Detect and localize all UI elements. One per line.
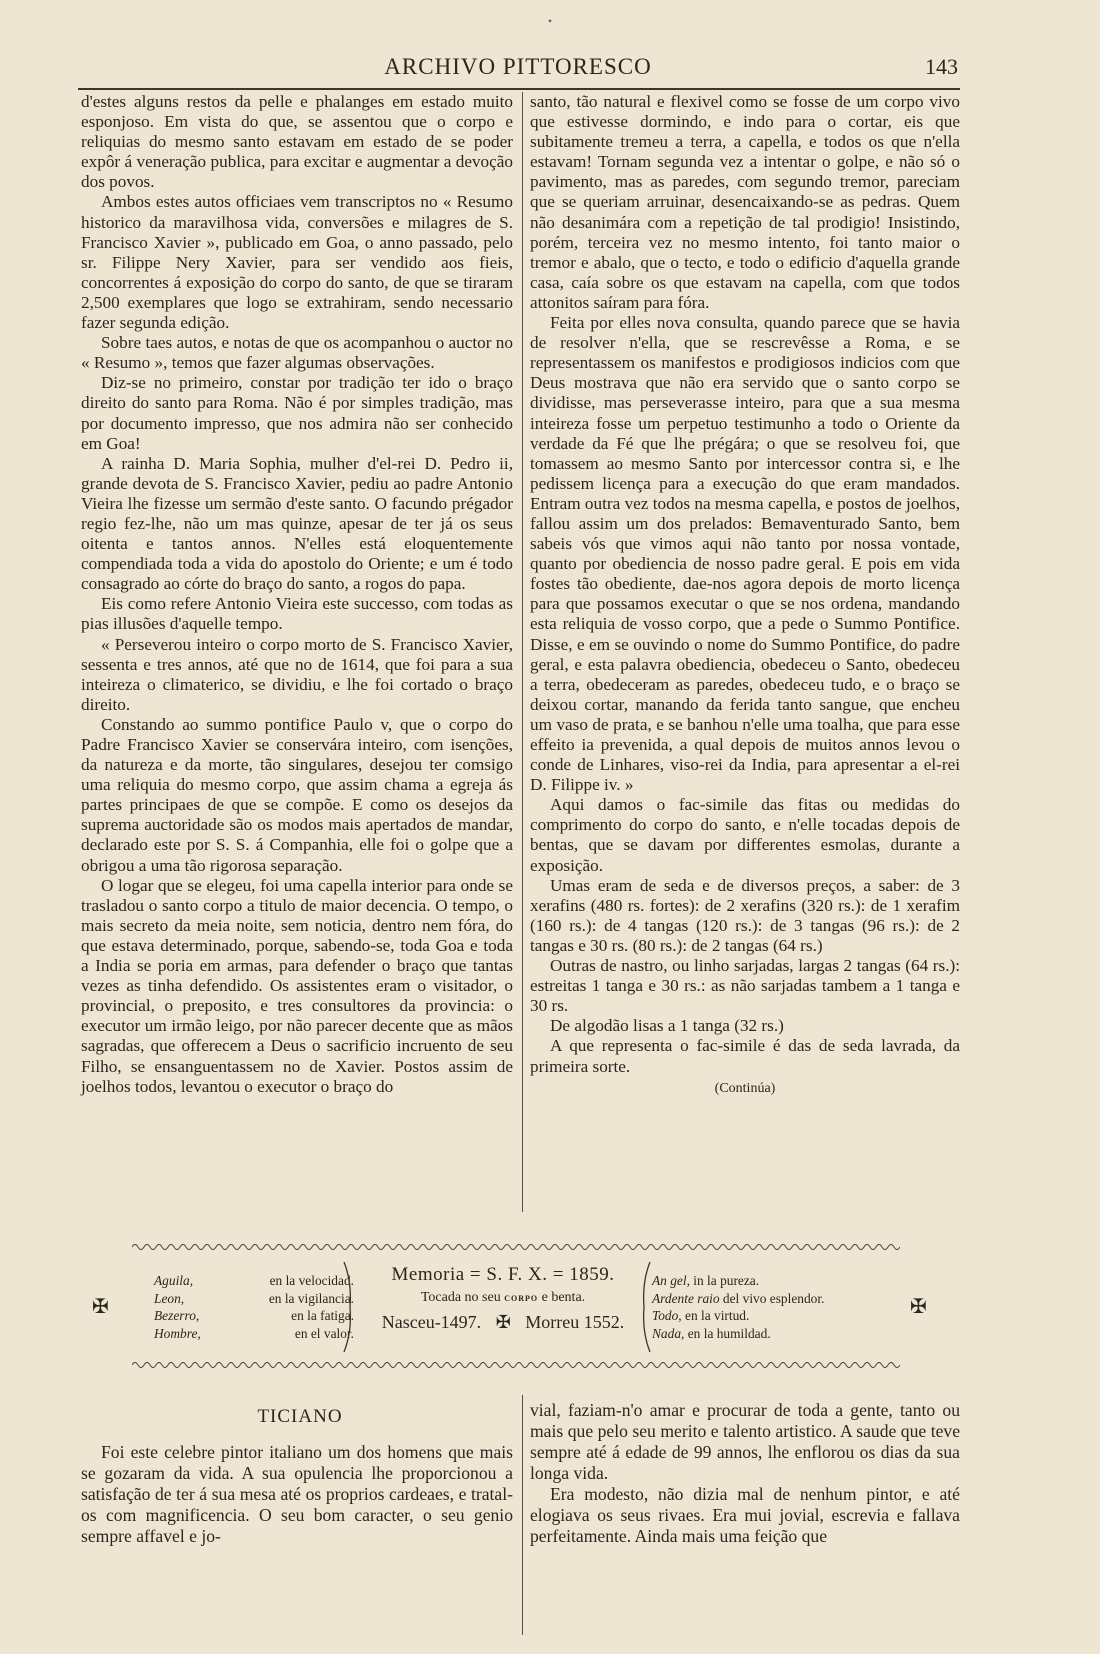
verse-line: Leon, en la vigilancia. — [154, 1290, 354, 1306]
paragraph: Outras de nastro, ou linho sarjadas, largas 2 tangas (64 rs.): estreitas 1 tanga e 30 rs.: as não sarjadas tambem a 1 tanga e 30 rs. — [530, 956, 960, 1016]
right-column — [530, 92, 960, 1099]
cross-icon: ✠ — [495, 1312, 511, 1332]
dates-line — [354, 1312, 652, 1333]
verse-line: Hombre, en el valor. — [154, 1325, 354, 1341]
top-ornament: • — [547, 14, 553, 28]
continued-note: (Continúa) — [714, 1080, 776, 1096]
memoria-line: Memoria = S. F. X. = 1859. — [391, 1264, 615, 1285]
death-year: Morreu 1552. — [525, 1312, 625, 1332]
paragraph: santo, tão natural e flexivel como se fosse de um corpo vivo que estivesse dormindo, e indo para o cortar, eis que subitamente tremeu a terra, a capella, e todos os que n'ella estavam! Tornam segunda vez a intentar o golpe, e não só o pavimento, mas as paredes, com segundo tremor, pareciam que se queriam arruinar, desencaixando-se as pedras. Quem não desanimára com a repetição de tal prodigio! Insistindo, porém, terceira vez no mesmo intento, foi tanto maior o tremor e abalo, que o tecto, e todo o edificio d'aquella grande casa, caía sobre os que estavam na capella, com que todos attonitos saíram para fóra. — [530, 92, 960, 312]
memorial-inscription — [354, 1264, 652, 1333]
birth-year: Nasceu-1497. — [381, 1312, 482, 1332]
cross-icon-right: ✠ — [910, 1296, 927, 1318]
right-bracket — [640, 1262, 652, 1352]
paragraph: Eis como refere Antonio Vieira este successo, com todas as pias illusões d'aquelle tempo. — [81, 594, 513, 634]
paragraph: De algodão lisas a 1 tanga (32 rs.) — [550, 1016, 784, 1036]
verse-line: Todo, en la virtud. — [652, 1308, 750, 1323]
verse-line: Aguila, en la velocidad. — [154, 1273, 354, 1288]
paragraph: Ambos estes autos officiaes vem transcriptos no « Resumo historico da maravilhosa vida, conversões e milagres de S. Francisco Xavier », publicado em Goa, o anno passado, pelo sr. Filippe Nery Xavier, para ser vendido aos fieis, concorrentes á exposição do corpo do santo, de que se tiraram 2,500 exemplares que logo se extrahiram, sendo necessario fazer segunda edição. — [81, 192, 513, 333]
paragraph: Era modesto, não dizia mal de nenhum pintor, e até elogiava os seus rivaes. Era mui jovial, escrevia e fallava perfeitamente. Ainda mais uma feição que — [530, 1484, 960, 1546]
paragraph: « Perseverou inteiro o corpo morto de S. Francisco Xavier, sessenta e tres annos, até que no de 1614, que foi para a sua inteireza o climaterico, se dividiu, e lhe foi cortado o braço direito. — [81, 634, 513, 714]
verse-line: Ardente raio del vivo esplendor. — [652, 1290, 825, 1306]
running-title: ARCHIVO PITTORESCO — [384, 54, 652, 79]
article-left-column — [81, 1442, 513, 1547]
page-header — [78, 52, 958, 86]
paragraph: d'estes alguns restos da pelle e phalanges em estado muito esponjoso. Em vista do que, se assentou que o corpo e reliquias do mesmo santo estavam em estado de se poder expôr á veneração publica, para excitar e augmentar a devoção dos povos. — [81, 92, 513, 192]
wavy-border-top — [132, 1242, 900, 1252]
paragraph: Foi este celebre pintor italiano um dos homens que mais se gozaram da vida. A sua opulencia lhe proporcionou a satisfação de ter á sua mesa até os proprios cardeaes, e tratal-os com magnificencia. O seu bom caracter, o seu genio sempre affavel e jo- — [81, 1442, 513, 1546]
page-number: 143 — [925, 54, 958, 79]
paragraph: Sobre taes autos, e notas de que os acompanhou o auctor no « Resumo », temos que fazer algumas observações. — [81, 333, 513, 373]
paragraph: O logar que se elegeu, foi uma capella interior para onde se trasladou o santo corpo a titulo de maior decencia. O tempo, o mais secreto da meia noite, sem noticia, dentro nem fóra, do que estava determinado, porque, sabendo-se, toda Goa e toda a India se poria em armas, para defender o braço que tantas vezes as tinha defendido. Os assistentes eram o visitador, o provincial, o preposito, e tres consultores da provincia: o executor um irmão leigo, por não parecer decente que as mãos sagradas, que offerecem a Deus o sacrificio incruento de seu Filho, se ensanguentassem no de Xavier. Postos assim de joelhos todos, levantou o executor o braço do — [81, 875, 513, 1096]
paragraph: A rainha D. Maria Sophia, mulher d'el-rei D. Pedro ii, grande devota de S. Francisco Xavier, pediu ao padre Antonio Vieira lhe fizesse um sermão d'este santo. O facundo prégador regio fez-lhe, não um mas quinze, apesar de ter já os seus oitenta e tantos annos. N'elles está eloquentemente compendiada toda a vida do apostolo do Oriente; e um é todo consagrado ao córte do braço do santo, a rogos do papa. — [81, 453, 513, 594]
paragraph: Feita por elles nova consulta, quando parece que se havia de resolver n'ella, que se rescrevêsse a Roma, e se representassem os manifestos e prodigiosos indicios com que Deus mostrava que não era servido que o santo corpo se dividisse, mas perseverasse inteiro, para que a sua mesma inteireza fosse um perpetuo testimunho a todo o Oriente da verdade da Fé que lhe prégára; o que se resolveu foi, que tomassem ao mesmo Santo por intercessor contra si, e lhe pedissem licença para a execução do que eram mandados. Entram outra vez todos na mesma capella, e postos de joelhos, fallou assim um dos prelados: Bemaventurado Santo, bem sabeis vós que vimos aqui não tanto por nossa vontade, quanto por obediencia de nosso padre geral. E pois em vida fostes tão obediente, dae-nos agora depois de morto licença para que possamos executar o que se nos ordena, mandando esta reliquia de vosso corpo, que a pede o Summo Pontifice. Disse, e em se ouvindo o nome do Summo Pontifice, do padre geral, e esta palavra obediencia, obedeceu o Santo, obedeceu a terra, obedeceram as paredes, obedeceu tudo, e o braço se deixou cortar, manando da ferida tanto sangue, que encheu um vaso de prata, e se banhou n'elle uma toalha, que para esse effeito ia prevenida, a qual depois de muitos annos levou o conde de Linhares, viso-rei da India, para apresentar a el-rei D. Filippe iv. » — [530, 313, 960, 795]
paragraph: vial, faziam-n'o amar e procurar de toda a gente, tanto ou mais que pelo seu merito e talento artistico. A saude que teve sempre até á edade de 99 annos, lhe enflorou os dias da sua longa vida. — [530, 1400, 960, 1483]
verse-line: An gel, in la pureza. — [652, 1273, 760, 1288]
left-bracket — [342, 1262, 354, 1352]
verse-line: Bezerro, en la fatiga. — [154, 1308, 354, 1323]
verse-line: Nada, en la humildad. — [652, 1325, 771, 1341]
left-column — [81, 92, 513, 1097]
right-verses — [652, 1272, 872, 1342]
header-rule — [78, 88, 960, 90]
paragraph: Umas eram de seda e de diversos preços, a saber: de 3 xerafins (480 rs. fortes): de 2 xerafins (320 rs.): de 1 xerafim (160 rs.): de 4 tangas (120 rs.): de 3 tangas (96 rs.): de 2 tangas e 30 rs. (80 rs.): de 2 tangas (64 rs.) — [530, 875, 960, 955]
paragraph: A que representa o fac-simile é das de seda lavrada, da primeira sorte. — [530, 1036, 960, 1076]
paragraph: Diz-se no primeiro, constar por tradição ter ido o braço direito do santo para Roma. Não é por simples tradição, mas por documento impresso, que nos admira não ser conhecido em Goa! — [81, 373, 513, 453]
cross-icon-left: ✠ — [92, 1296, 109, 1318]
article-right-column — [530, 1400, 960, 1547]
paragraph: Aqui damos o fac-simile das fitas ou medidas do comprimento do corpo do santo, e n'elle tocadas depois de bentas, que se davam por differentes esmolas, durante a exposição. — [530, 795, 960, 875]
paragraph: Constando ao summo pontifice Paulo v, que o corpo do Padre Francisco Xavier se conservára inteiro, com isenções, da natureza e da morte, tão singulares, desejou ter comsigo uma reliquia do mesmo corpo, que assim chama a egreja ás partes principaes de que se compõe. E como os desejos da suprema auctoridade são os modos mais apertados de mandar, declarado este por S. S. á Companhia, elle foi o golpe que a obrigou a uma tão rigorosa separação. — [81, 714, 513, 875]
wavy-border-bottom — [132, 1360, 900, 1370]
commemorative-ribbon — [92, 1242, 927, 1370]
tocada-line: Tocada no seu corpo e benta. — [420, 1290, 586, 1305]
article-title: TICIANO — [257, 1406, 343, 1427]
column-divider — [522, 92, 523, 1212]
left-verses — [154, 1272, 354, 1342]
column-divider — [522, 1395, 523, 1635]
